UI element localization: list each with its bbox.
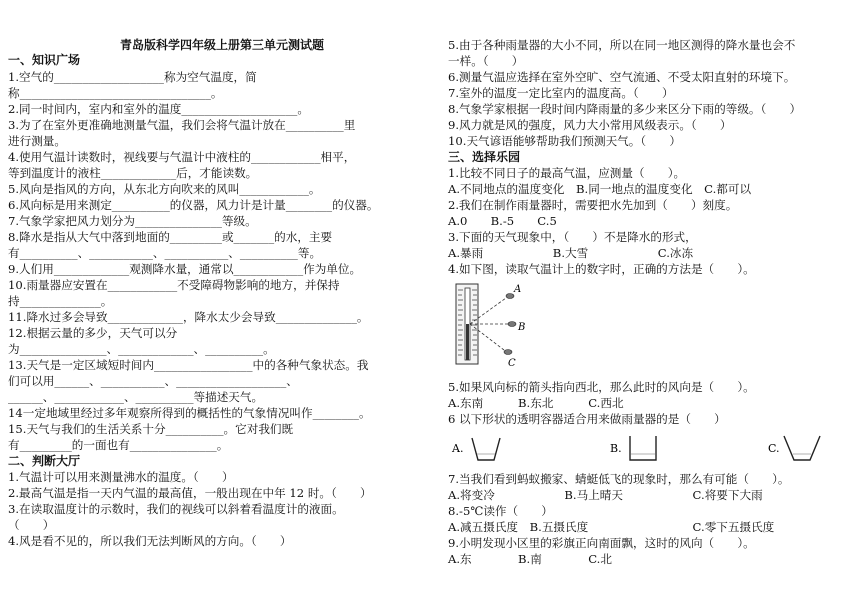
option-line: A.东南 B.东北 C.西北 [448, 396, 624, 410]
question-line: 11.降水过多会导致_____________，降水太少会导致______________。 [8, 310, 369, 324]
question-line: 8.气象学家根据一段时间内降雨量的多少来区分下雨的等级。（ ） [448, 102, 802, 116]
section-heading-judgement: 二、判断大厅 [8, 454, 81, 468]
question-line: 6.测量气温应选择在室外空旷、空气流通、不受太阳直射的环境下。 [448, 70, 796, 84]
eye-icon [506, 294, 514, 299]
container-label: C. [768, 442, 780, 455]
question-line: ______、____________、__________等描述天气。 [8, 390, 264, 404]
container-shapes-figure [450, 430, 850, 466]
question-line: 8.降水是指从大气中落到地面的_________或_______的水，主要 [8, 230, 333, 244]
option-line: A.不同地点的温度变化 B.同一地点的温度变化 C.都可以 [448, 182, 752, 196]
question-line: 14一定地域里经过多年观察所得到的概括性的气象情况叫作________。 [8, 406, 371, 420]
option-line: A.东 B.南 C.北 [448, 552, 612, 566]
eye-icon [508, 322, 516, 327]
question-line: 等到温度计的液柱_____________后，才能读数。 [8, 166, 258, 180]
question-line: 称_________________________________。 [8, 86, 223, 100]
question-line: 10.天气谚语能够帮助我们预测天气。（ ） [448, 134, 681, 148]
question-line: 4.如下图，读取气温计上的数字时，正确的方法是（ ）。 [448, 262, 755, 276]
question-line: 有_________的一面也有_______________。 [8, 438, 229, 452]
eye-icon [504, 350, 512, 355]
question-line: 1.空气的___________________称为空气温度，简 [8, 70, 257, 84]
thermometer-reading-figure [452, 282, 532, 368]
page-title: 青岛版科学四年级上册第三单元测试题 [120, 38, 325, 52]
question-line: 9.小明发现小区里的彩旗正向南面飘，这时的风向（ ）。 [448, 536, 755, 550]
question-line: 3.下面的天气现象中，（ ）不是降水的形式， [448, 230, 697, 244]
question-line: 9.人们用_____________观测降水量，通常以____________作为单位。 [8, 262, 362, 276]
question-line: 2.我们在制作雨量器时，需要把水先加到（ ）刻度。 [448, 198, 738, 212]
question-line: 1.气温计可以用来测量沸水的温度。（ ） [8, 470, 234, 484]
question-line: 为_______________、_____________、__________。 [8, 342, 275, 356]
question-line: 一样。（ ） [448, 54, 524, 68]
option-line: A.将变冷 B.马上晴天 C.将要下大雨 [448, 488, 763, 502]
question-line: 13.天气是一定区域短时间内_________________中的各种气象状态。我 [8, 358, 369, 372]
question-line: 4.风是看不见的，所以我们无法判断风的方向。（ ） [8, 534, 292, 548]
question-line: （ ） [8, 518, 55, 532]
question-line: 3.为了在室外更准确地测量气温，我们会将气温计放在__________里 [8, 118, 356, 132]
question-line: 有__________、___________、___________、__________等。 [8, 246, 322, 260]
option-line: A.0 B.-5 C.5 [448, 214, 557, 228]
question-line: 15.天气与我们的生活关系十分__________。它对我们既 [8, 422, 294, 436]
question-line: 们可以用______、___________、___________________、 [8, 374, 298, 388]
question-line: 12.根据云量的多少，天气可以分 [8, 326, 178, 340]
question-line: 7.当我们看到蚂蚁搬家、蜻蜓低飞的现象时，那么有可能（ ）。 [448, 472, 790, 486]
cup-icon [472, 438, 500, 460]
funnel-cup-icon [784, 436, 820, 460]
question-line: 持______________。 [8, 294, 113, 308]
option-line: A.减五摄氏度 B.五摄氏度 C.零下五摄氏度 [448, 520, 775, 534]
question-line: 2.最高气温是指一天内气温的最高值，一般出现在中年 12 时。（ ） [8, 486, 372, 500]
figure-label: B [518, 322, 526, 333]
question-line: 进行测量。 [8, 134, 66, 148]
question-line: 10.雨量器应安置在____________不受障碍物影响的地方，并保持 [8, 278, 340, 292]
question-line: 4.使用气温计读数时，视线要与气温计中液柱的____________相平， [8, 150, 356, 164]
figure-label: C [508, 358, 516, 368]
cylinder-icon [630, 436, 656, 460]
section-heading-knowledge: 一、知识广场 [8, 53, 81, 67]
container-label: B. [610, 442, 622, 455]
question-line: 5.风向是指风的方向，从东北方向吹来的风叫____________。 [8, 182, 321, 196]
figure-label: A [514, 284, 522, 295]
question-line: 2.同一时间内，室内和室外的温度____________________。 [8, 102, 309, 116]
question-line: 5.如果风向标的箭头指向西北，那么此时的风向是（ ）。 [448, 380, 755, 394]
section-heading-choice: 三、选择乐园 [448, 150, 521, 164]
container-label: A. [452, 442, 464, 455]
question-line: 7.室外的温度一定比室内的温度高。（ ） [448, 86, 674, 100]
question-line: 1.比较不同日子的最高气温，应测量（ ）。 [448, 166, 686, 180]
option-line: A.暴雨 B.大雪 C.冰冻 [448, 246, 694, 260]
question-line: 9.风力就是风的强度，风力大小常用风级表示。（ ） [448, 118, 732, 132]
question-line: 6 以下形状的透明容器适合用来做雨量器的是（ ） [448, 412, 726, 426]
question-line: 6.风向标是用来测定__________的仪器，风力计是计量________的仪器。 [8, 198, 379, 212]
question-line: 5.由于各种雨量器的大小不同，所以在同一地区测得的降水量也会不 [448, 38, 796, 52]
question-line: 7.气象学家把风力划分为_______________等级。 [8, 214, 257, 228]
question-line: 3.在读取温度计的示数时，我们的视线可以斜着看温度计的液面。 [8, 502, 344, 516]
question-line: 8.-5℃读作（ ） [448, 504, 553, 518]
